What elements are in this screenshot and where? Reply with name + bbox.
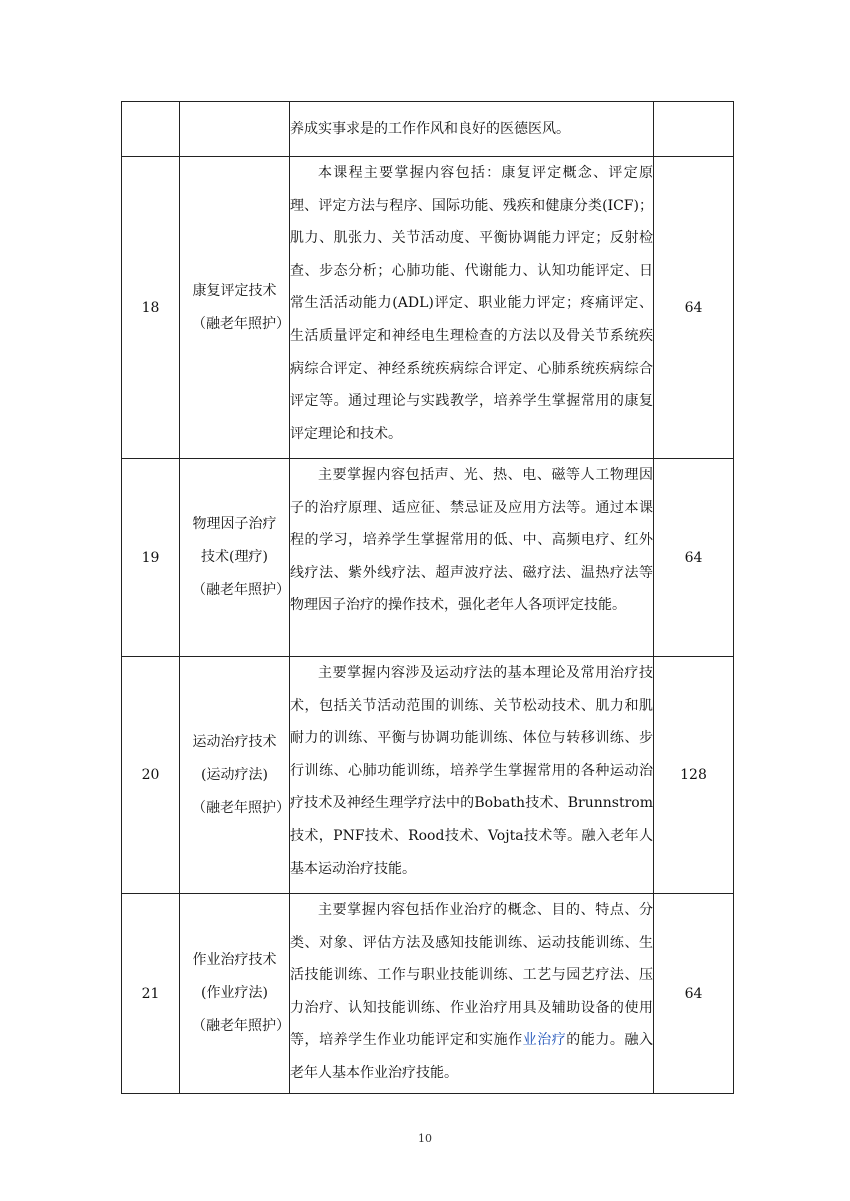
course-name-line: 康复评定技术 [192,282,277,299]
course-name-cell [180,657,290,894]
course-name-line: (作业疗法) [201,985,268,1001]
table-row-continuation [122,102,734,157]
course-name-cell [180,459,290,657]
course-content: 本课程主要掌握内容包括：康复评定概念、评定原理、评定方法与程序、国际功能、残疾和健康分类(ICF)；肌力、肌张力、关节活动度、平衡协调能力评定；反射检查、步态分析；心肺功能、代谢能力、认知功能评定、日常生活活动能力(ADL)评定、职业能力评定；疼痛评定、生活质量评定和神经电生理检查的方法以及骨关节系统疾病综合评定、神经系统疾病综合评定、心肺系统疾病综合评定等。通过理论与实践教学，培养学生掌握常用的康复评定理论和技术。 [290,157,654,459]
course-hours: 64 [654,459,734,657]
course-content: 主要掌握内容包括声、光、热、电、磁等人工物理因子的治疗原理、适应征、禁忌证及应用方法等。通过本课程的学习，培养学生掌握常用的低、中、高频电疗、红外线疗法、紫外线疗法、超声波疗法、磁疗法、温热疗法等物理因子治疗的操作技术，强化老年人各项评定技能。 [290,459,654,657]
table-row [122,894,734,1094]
table-row [122,657,734,894]
course-name-line: 物理因子治疗 [192,516,277,532]
table-row [122,459,734,657]
course-number: 20 [122,657,180,894]
course-name-cell [180,157,290,459]
course-hours: 64 [654,157,734,459]
course-number: 18 [122,157,180,459]
table-row [122,157,734,459]
course-content: 主要掌握内容涉及运动疗法的基本理论及常用治疗技术，包括关节活动范围的训练、关节松动技术、肌力和肌耐力的训练、平衡与协调功能训练、体位与转移训练、步行训练、心肺功能训练，培养学生掌握常用的各种运动治疗技术及神经生理学疗法中的Bobath技术、Brunnstrom技术，PNF技术、Rood技术、Vojta技术等。融入老年人基本运动治疗技能。 [290,657,654,894]
course-name-line: 技术(理疗) [201,549,268,565]
course-name-line: (运动疗法) [201,766,268,783]
page-number: 10 [418,1132,432,1145]
highlighted-text: 业治疗 [522,1032,567,1049]
course-hours: 64 [654,894,734,1094]
num-cell [122,102,180,157]
course-table [121,101,734,1094]
hours-cell [654,102,734,157]
course-number: 21 [122,894,180,1094]
course-name-cell [180,894,290,1094]
course-note: （融老年照护） [192,582,290,598]
course-hours: 128 [654,657,734,894]
course-note: （融老年照护） [192,315,290,332]
course-content [290,894,654,1094]
course-note: （融老年照护） [192,799,290,816]
course-number: 19 [122,459,180,657]
course-name-line: 作业治疗技术 [192,952,277,968]
content-text: 主要掌握内容包括作业治疗的概念、目的、特点、分类、对象、评估方法及感知技能训练、运动技能训练、生活技能训练、工作与职业技能训练、工艺与园艺疗法、压力治疗、认知技能训练、作业治疗用具及辅助设备的使用等，培养学生作业功能评定和实施作 [290,902,653,1049]
course-name-line: 运动治疗技术 [192,733,277,750]
course-note: （融老年照护） [192,1018,290,1034]
content-text: 养成实事求是的工作作风和良好的医德医风。 [290,120,570,137]
content-cell [290,102,654,157]
content-text: 的能力。融入老年人基本作业治疗技能。 [290,1032,654,1081]
name-cell [180,102,290,157]
